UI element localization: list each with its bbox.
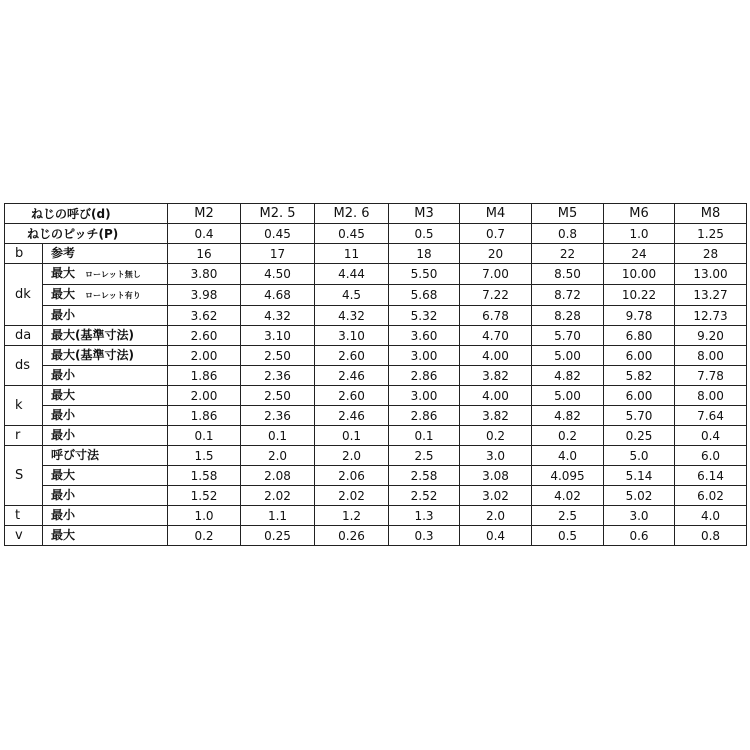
value-cell: 18	[389, 244, 460, 264]
size-header-row	[5, 204, 747, 224]
value-cell: 5.70	[532, 326, 604, 346]
value-cell: 4.00	[460, 346, 532, 366]
value-cell: 5.82	[604, 366, 675, 386]
value-cell: 13.00	[675, 264, 747, 285]
value-cell: 4.32	[241, 306, 315, 326]
sub-label-cell	[43, 446, 168, 466]
value-cell: 6.00	[604, 386, 675, 406]
value-cell: 3.0	[460, 446, 532, 466]
value-cell: 2.06	[315, 466, 389, 486]
value-cell: 2.08	[241, 466, 315, 486]
value-cell: 0.3	[389, 526, 460, 546]
symbol-cell: dk	[5, 264, 43, 326]
sub-label-cell	[43, 306, 168, 326]
sub-label-cell	[43, 466, 168, 486]
value-cell: 12.73	[675, 306, 747, 326]
value-cell: 4.82	[532, 366, 604, 386]
size-header-cell: M2	[168, 204, 241, 224]
value-cell: 3.82	[460, 366, 532, 386]
table-row	[5, 506, 747, 526]
value-cell: 4.32	[315, 306, 389, 326]
value-cell: 5.00	[532, 386, 604, 406]
value-cell: 3.62	[168, 306, 241, 326]
sub-label-cell	[43, 486, 168, 506]
value-cell: 9.78	[604, 306, 675, 326]
value-cell: 13.27	[675, 285, 747, 306]
table-row	[5, 446, 747, 466]
sub-label-main: 最小	[51, 368, 76, 382]
sub-label-cell	[43, 346, 168, 366]
sub-label-main: 最小	[51, 488, 76, 502]
table-row	[5, 426, 747, 446]
value-cell: 0.4	[168, 224, 241, 244]
value-cell: 0.7	[460, 224, 532, 244]
size-header-cell: M8	[675, 204, 747, 224]
value-cell: 0.45	[315, 224, 389, 244]
value-cell: 3.10	[241, 326, 315, 346]
value-cell: 22	[532, 244, 604, 264]
value-cell: 4.50	[241, 264, 315, 285]
sub-label-cell	[43, 386, 168, 406]
value-cell: 0.6	[604, 526, 675, 546]
value-cell: 0.8	[532, 224, 604, 244]
value-cell: 2.5	[389, 446, 460, 466]
sub-label-main: 最大	[51, 528, 76, 542]
value-cell: 3.00	[389, 346, 460, 366]
value-cell: 5.68	[389, 285, 460, 306]
symbol-cell: da	[5, 326, 43, 346]
sub-label-cell	[43, 406, 168, 426]
value-cell: 4.44	[315, 264, 389, 285]
value-cell: 1.1	[241, 506, 315, 526]
pitch-label: ねじのピッチ(P)	[5, 224, 168, 244]
value-cell: 0.5	[532, 526, 604, 546]
size-header-label: ねじの呼び(d)	[5, 204, 168, 224]
value-cell: 3.08	[460, 466, 532, 486]
value-cell: 10.00	[604, 264, 675, 285]
value-cell: 5.0	[604, 446, 675, 466]
value-cell: 0.1	[315, 426, 389, 446]
symbol-cell: t	[5, 506, 43, 526]
sub-label-main: 最大	[51, 388, 76, 402]
value-cell: 8.72	[532, 285, 604, 306]
value-cell: 7.00	[460, 264, 532, 285]
value-cell: 1.5	[168, 446, 241, 466]
value-cell: 0.4	[675, 426, 747, 446]
sub-label-main: 最大	[51, 468, 76, 482]
value-cell: 2.60	[168, 326, 241, 346]
table-row	[5, 386, 747, 406]
value-cell: 5.50	[389, 264, 460, 285]
sub-label-cell	[43, 526, 168, 546]
symbol-cell: S	[5, 446, 43, 506]
value-cell: 2.00	[168, 346, 241, 366]
value-cell: 5.02	[604, 486, 675, 506]
value-cell: 1.52	[168, 486, 241, 506]
value-cell: 8.00	[675, 346, 747, 366]
size-header-cell: M6	[604, 204, 675, 224]
symbol-cell: v	[5, 526, 43, 546]
value-cell: 8.50	[532, 264, 604, 285]
value-cell: 6.80	[604, 326, 675, 346]
size-header-cell: M4	[460, 204, 532, 224]
sub-label-main: 最小	[51, 508, 76, 522]
value-cell: 3.02	[460, 486, 532, 506]
value-cell: 1.2	[315, 506, 389, 526]
value-cell: 0.26	[315, 526, 389, 546]
value-cell: 2.86	[389, 406, 460, 426]
value-cell: 0.2	[168, 526, 241, 546]
value-cell: 4.68	[241, 285, 315, 306]
value-cell: 2.46	[315, 406, 389, 426]
sub-label-cell	[43, 264, 168, 285]
value-cell: 2.0	[315, 446, 389, 466]
pitch-row	[5, 224, 747, 244]
symbol-cell: k	[5, 386, 43, 426]
sub-label-main: 最大	[51, 266, 76, 280]
value-cell: 4.0	[675, 506, 747, 526]
value-cell: 11	[315, 244, 389, 264]
value-cell: 8.28	[532, 306, 604, 326]
value-cell: 1.0	[604, 224, 675, 244]
value-cell: 2.00	[168, 386, 241, 406]
sub-label-main: 最大	[51, 287, 76, 301]
symbol-cell: b	[5, 244, 43, 264]
value-cell: 5.32	[389, 306, 460, 326]
value-cell: 2.60	[315, 386, 389, 406]
table-row	[5, 306, 747, 326]
value-cell: 4.095	[532, 466, 604, 486]
table-row	[5, 244, 747, 264]
value-cell: 0.8	[675, 526, 747, 546]
sub-label-cell	[43, 506, 168, 526]
value-cell: 3.0	[604, 506, 675, 526]
value-cell: 2.52	[389, 486, 460, 506]
sub-label-main: 最小	[51, 308, 76, 322]
value-cell: 5.14	[604, 466, 675, 486]
value-cell: 7.78	[675, 366, 747, 386]
sub-label-main: 最小	[51, 428, 76, 442]
value-cell: 9.20	[675, 326, 747, 346]
value-cell: 2.0	[460, 506, 532, 526]
value-cell: 5.70	[604, 406, 675, 426]
sub-label-cell	[43, 244, 168, 264]
value-cell: 0.4	[460, 526, 532, 546]
sub-label-main: 最大(基準寸法)	[51, 328, 134, 342]
table-row	[5, 346, 747, 366]
value-cell: 6.14	[675, 466, 747, 486]
value-cell: 0.1	[241, 426, 315, 446]
table-row	[5, 285, 747, 306]
value-cell: 28	[675, 244, 747, 264]
value-cell: 0.2	[532, 426, 604, 446]
value-cell: 0.2	[460, 426, 532, 446]
value-cell: 17	[241, 244, 315, 264]
symbol-cell: r	[5, 426, 43, 446]
value-cell: 2.36	[241, 406, 315, 426]
sub-label-cell	[43, 426, 168, 446]
value-cell: 24	[604, 244, 675, 264]
value-cell: 0.1	[168, 426, 241, 446]
value-cell: 0.25	[604, 426, 675, 446]
table-row	[5, 264, 747, 285]
sub-label-note: ローレット有り	[85, 291, 141, 300]
value-cell: 0.25	[241, 526, 315, 546]
value-cell: 3.98	[168, 285, 241, 306]
value-cell: 1.3	[389, 506, 460, 526]
sub-label-cell	[43, 285, 168, 306]
sub-label-main: 呼び寸法	[51, 448, 100, 462]
value-cell: 6.02	[675, 486, 747, 506]
value-cell: 2.50	[241, 346, 315, 366]
value-cell: 0.1	[389, 426, 460, 446]
value-cell: 4.70	[460, 326, 532, 346]
value-cell: 1.0	[168, 506, 241, 526]
size-header-cell: M2. 5	[241, 204, 315, 224]
value-cell: 6.0	[675, 446, 747, 466]
value-cell: 0.5	[389, 224, 460, 244]
value-cell: 8.00	[675, 386, 747, 406]
table-row	[5, 366, 747, 386]
value-cell: 10.22	[604, 285, 675, 306]
table-row	[5, 406, 747, 426]
value-cell: 2.58	[389, 466, 460, 486]
value-cell: 16	[168, 244, 241, 264]
value-cell: 4.82	[532, 406, 604, 426]
size-header-cell: M2. 6	[315, 204, 389, 224]
value-cell: 1.86	[168, 406, 241, 426]
dimension-table	[4, 203, 747, 546]
table-body	[5, 204, 747, 546]
sub-label-main: 最小	[51, 408, 76, 422]
value-cell: 2.02	[315, 486, 389, 506]
value-cell: 3.10	[315, 326, 389, 346]
value-cell: 4.0	[532, 446, 604, 466]
value-cell: 2.46	[315, 366, 389, 386]
value-cell: 1.58	[168, 466, 241, 486]
value-cell: 2.36	[241, 366, 315, 386]
value-cell: 20	[460, 244, 532, 264]
table-row	[5, 486, 747, 506]
value-cell: 3.82	[460, 406, 532, 426]
value-cell: 1.25	[675, 224, 747, 244]
sub-label-cell	[43, 366, 168, 386]
value-cell: 3.80	[168, 264, 241, 285]
value-cell: 2.60	[315, 346, 389, 366]
size-header-cell: M5	[532, 204, 604, 224]
value-cell: 2.02	[241, 486, 315, 506]
value-cell: 6.78	[460, 306, 532, 326]
value-cell: 2.50	[241, 386, 315, 406]
value-cell: 3.00	[389, 386, 460, 406]
value-cell: 4.5	[315, 285, 389, 306]
table-row	[5, 326, 747, 346]
value-cell: 7.22	[460, 285, 532, 306]
size-header-cell: M3	[389, 204, 460, 224]
symbol-cell: ds	[5, 346, 43, 386]
value-cell: 2.5	[532, 506, 604, 526]
sub-label-main: 参考	[51, 246, 76, 260]
value-cell: 6.00	[604, 346, 675, 366]
value-cell: 4.00	[460, 386, 532, 406]
table-row	[5, 466, 747, 486]
sub-label-cell	[43, 326, 168, 346]
sub-label-main: 最大(基準寸法)	[51, 348, 134, 362]
table-row	[5, 526, 747, 546]
sub-label-note: ローレット無し	[85, 270, 141, 279]
value-cell: 0.45	[241, 224, 315, 244]
value-cell: 4.02	[532, 486, 604, 506]
value-cell: 5.00	[532, 346, 604, 366]
value-cell: 7.64	[675, 406, 747, 426]
value-cell: 1.86	[168, 366, 241, 386]
value-cell: 2.86	[389, 366, 460, 386]
value-cell: 2.0	[241, 446, 315, 466]
value-cell: 3.60	[389, 326, 460, 346]
